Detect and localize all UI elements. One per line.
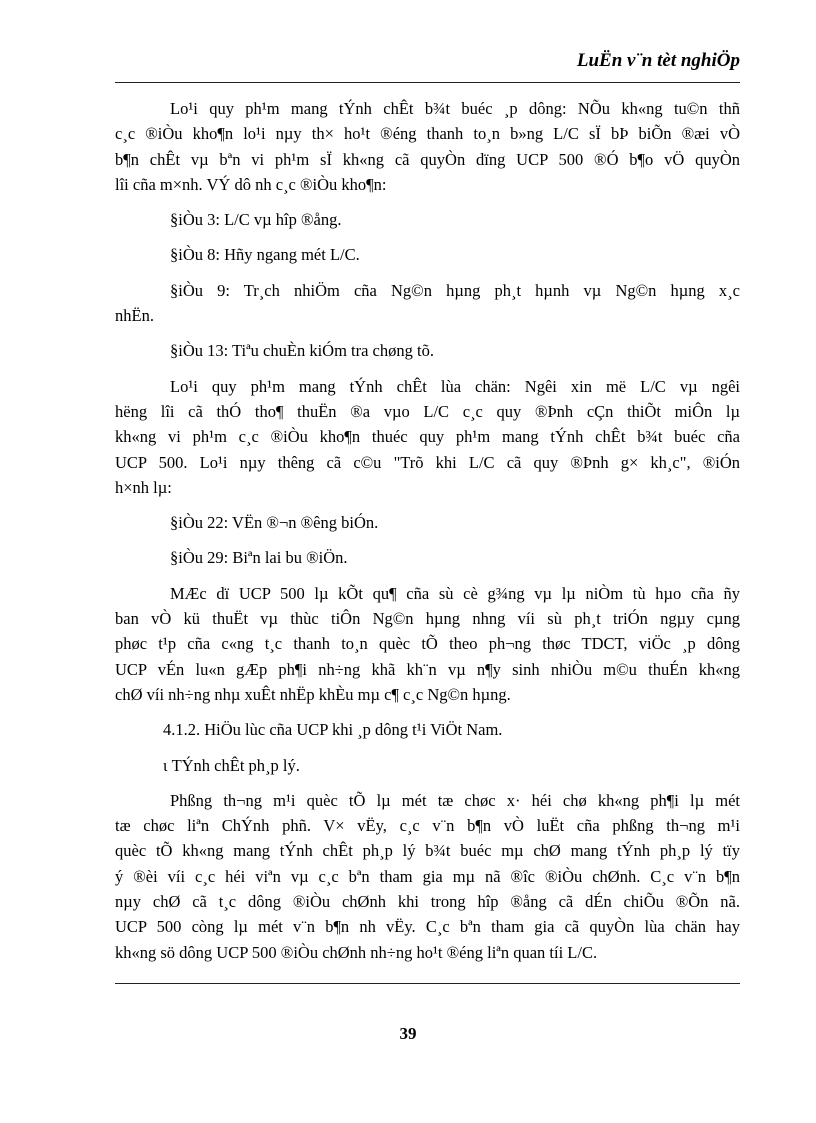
page-number: 39 [399, 1024, 417, 1043]
paragraph [115, 788, 740, 965]
text-line: UCP vÉn lu«n gÆp ph¶i nh÷ng khã kh¨n vµ n¶y sinh nhiÒu m©u thuÉn kh«ng [115, 659, 740, 679]
paragraph [115, 242, 740, 267]
text-line: phøc t¹p cña c«ng t¸c thanh to¸n quèc tÕ theo ph¬ng thøc TDCT, viÖc ¸p dông [115, 634, 740, 654]
text-line: nhËn. [115, 306, 154, 326]
text-line: §iÒu 13: Tiªu chuÈn kiÓm tra chøng tõ. [170, 341, 434, 361]
text-line: §iÒu 3: L/C vµ hîp ®ång. [170, 210, 342, 230]
text-line: Lo¹i quy ph¹m mang tÝnh chÊt lùa chän: Ngêi xin më L/C vµ ngêi [170, 376, 740, 396]
text-line: chØ víi nh÷ng nhµ xuÊt nhËp khÈu mµ c¶ c¸c Ng©n hµng. [115, 684, 511, 704]
text-line: Phßng th¬ng m¹i quèc tÕ lµ mét tæ chøc x· héi chø kh«ng ph¶i lµ mét [170, 790, 740, 810]
paragraph [115, 278, 740, 329]
text-line: §iÒu 22: VËn ®¬n ®êng biÓn. [170, 513, 379, 533]
text-line: §iÒu 29: Biªn lai bu ®iÖn. [170, 548, 348, 568]
text-line: §iÒu 8: Hñy ngang mét L/C. [170, 245, 360, 265]
text-line: kh«ng vi ph¹m c¸c ®iÒu kho¶n thuéc quy ph¹m mang tÝnh chÊt b¾t buéc cña [115, 427, 740, 447]
header-rule [115, 82, 740, 83]
text-line: quèc tÕ kh«ng mang tÝnh chÊt ph¸p lý b¾t buéc mµ chØ mang tÝnh ph¸p lý tïy [115, 841, 740, 861]
text-line: UCP 500 còng lµ mét v¨n b¶n nh vËy. C¸c bªn tham gia cã quyÒn lùa chän hay [115, 917, 740, 937]
paragraph [115, 207, 740, 232]
text-line: ý ®èi víi c¸c héi viªn vµ c¸c bªn tham gia mµ nã ®îc ®iÒu chØnh. C¸c v¨n b¶n [115, 866, 740, 886]
paragraph [115, 374, 740, 500]
text-line: 4.1.2. HiÖu lùc cña UCP khi ¸p dông t¹i ViÖt Nam. [163, 720, 503, 740]
running-header: LuËn v¨n tèt nghiÖp [576, 50, 740, 71]
text-line: §iÒu 9: Tr¸ch nhiÖm cña Ng©n hµng ph¸t hµnh vµ Ng©n hµng x¸c [170, 280, 740, 300]
paragraph [115, 545, 740, 570]
paragraph [115, 510, 740, 535]
text-line: b¶n chÊt vµ bªn vi ph¹m sÏ kh«ng cã quyÒn dïng UCP 500 ®Ó b¶o vÖ quyÒn [115, 149, 740, 169]
text-line: tæ chøc liªn ChÝnh phñ. V× vËy, c¸c v¨n b¶n vÒ luËt cña phßng th¬ng m¹i [115, 816, 740, 836]
text-line: ι TÝnh chÊt ph¸p lý. [163, 755, 300, 775]
paragraph [115, 96, 740, 197]
text-line: hëng lîi cã thÓ tho¶ thuËn ®a vµo L/C c¸c quy ®Þnh cÇn thiÕt miÔn lµ [115, 401, 740, 421]
text-line: c¸c ®iÒu kho¶n lo¹i nµy th× ho¹t ®éng thanh to¸n b»ng L/C sÏ bÞ biÕn ®æi vÒ [115, 124, 740, 144]
document-body [115, 96, 740, 975]
section-heading [115, 717, 740, 742]
text-line: lîi cña m×nh. VÝ dô nh c¸c ®iÒu kho¶n: [115, 174, 387, 194]
text-line: Lo¹i quy ph¹m mang tÝnh chÊt b¾t buéc ¸p dông: NÕu kh«ng tu©n thñ [170, 99, 740, 118]
paragraph [115, 338, 740, 363]
text-line: ban vÒ kü thuËt vµ thùc tiÔn Ng©n hµng nhng víi sù ph¸t triÓn ngµy cµng [115, 609, 740, 629]
footer-rule [115, 983, 740, 984]
text-line: kh«ng sö dông UCP 500 ®iÒu chØnh nh÷ng ho¹t ®éng liªn quan tíi L/C. [115, 942, 598, 962]
section-heading [115, 753, 740, 778]
paragraph [115, 581, 740, 707]
text-line: UCP 500. Lo¹i nµy thêng cã c©u "Trõ khi L/C cã quy ®Þnh g× kh¸c", ®iÓn [115, 452, 740, 472]
text-line: MÆc dï UCP 500 lµ kÕt qu¶ cña sù cè g¾ng vµ lµ niÒm tù hµo cña ñy [170, 583, 740, 603]
text-line: h×nh lµ: [115, 477, 172, 497]
text-line: nµy chØ cã t¸c dông ®iÒu chØnh khi trong hîp ®ång cã dÉn chiÕu ®Õn nã. [115, 892, 740, 912]
